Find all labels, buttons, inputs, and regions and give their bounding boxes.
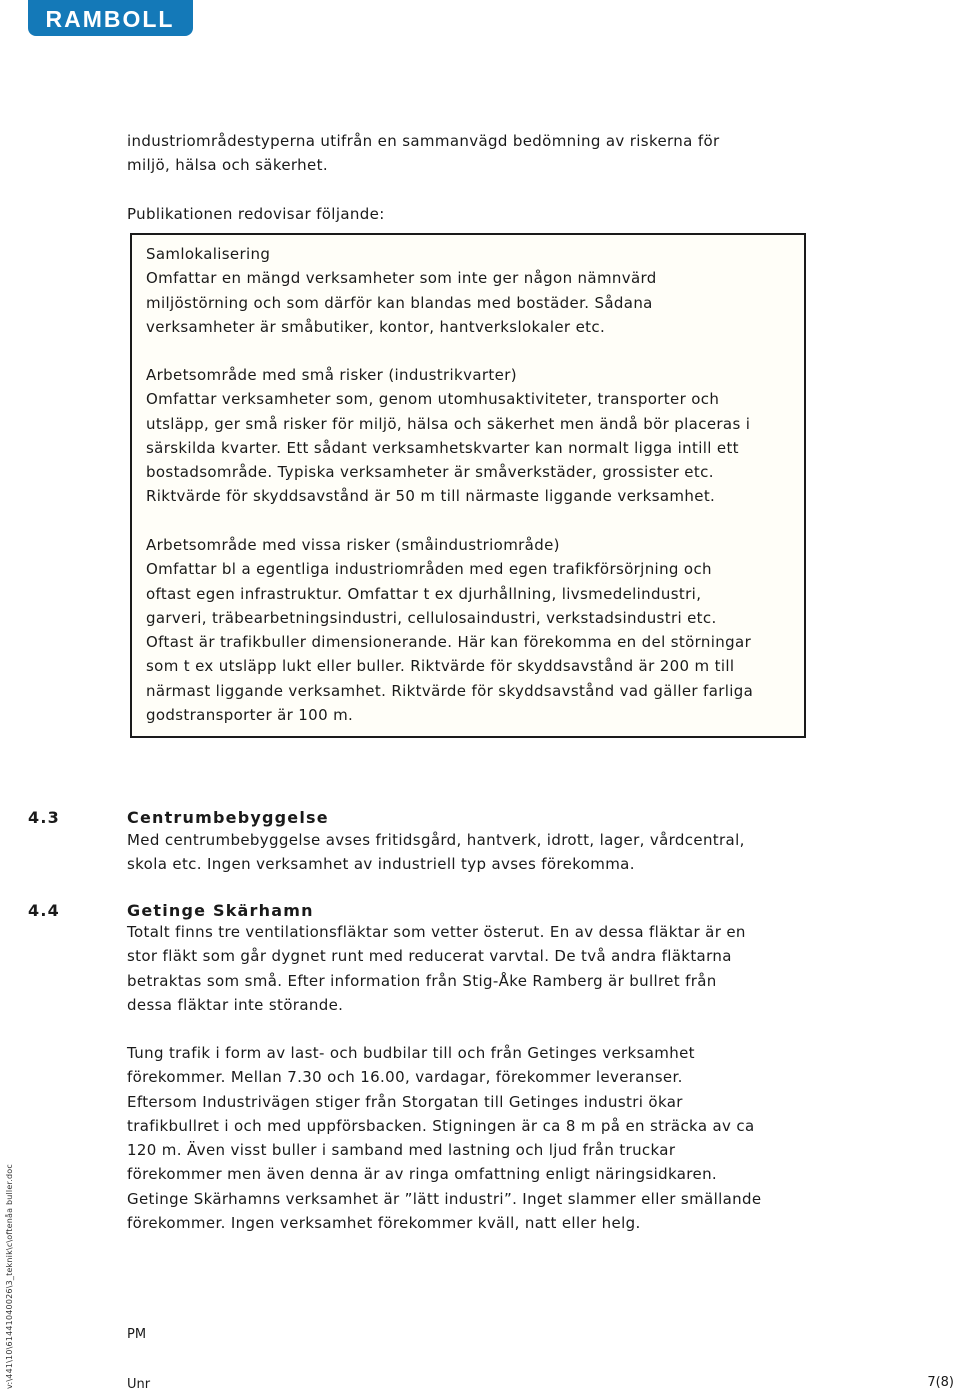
body-line: Eftersom Industrivägen stiger från Storgatan till Getinges industri ökar — [127, 1092, 683, 1111]
section-heading: Samlokalisering — [146, 245, 271, 263]
footer-pm: PM — [127, 1327, 147, 1342]
box-line: garveri, träbearbetningsindustri, cellulosaindustri, verkstadsindustri etc. — [146, 608, 717, 627]
section-4-3-heading — [28, 807, 329, 829]
publication-line: Publikationen redovisar följande: — [127, 205, 385, 223]
box-line: oftast egen infrastruktur. Omfattar t ex djurhållning, livsmedelindustri, — [146, 584, 702, 603]
body-line: dessa fläktar inte störande. — [127, 995, 344, 1014]
section-heading: Arbetsområde med vissa risker (småindustriområde) — [146, 536, 560, 554]
body-line: stor fläkt som går dygnet runt med reducerat varvtal. De två andra fläktarna — [127, 947, 732, 966]
box-line: som t ex utsläpp lukt eller buller. Riktvärde för skyddsavstånd är 200 m till — [146, 657, 735, 676]
body-line: Med centrumbebyggelse avses fritidsgård, hantverk, idrott, lager, vårdcentral, — [127, 831, 745, 849]
section-heading: Arbetsområde med små risker (industrikvarter) — [146, 366, 517, 384]
section-4-4-body-2 — [127, 1041, 827, 1235]
section-number: 4.4 — [28, 901, 60, 920]
ramboll-logo — [28, 0, 193, 36]
box-line: närmast liggande verksamhet. Riktvärde för skyddsavstånd vad gäller farliga — [146, 681, 754, 700]
box-line: miljöstörning och som därför kan blandas med bostäder. Sådana — [146, 293, 653, 312]
box-line: Omfattar en mängd verksamheter som inte ger någon nämnvärd — [146, 269, 657, 288]
box-line: särskilda kvarter. Ett sådant verksamhetskvarter kan normalt ligga intill ett — [146, 438, 739, 457]
body-line: skola etc. Ingen verksamhet av industriell typ avses förekomma. — [127, 855, 635, 874]
intro-paragraph — [127, 129, 827, 178]
box-line: Riktvärde för skyddsavstånd är 50 m till närmaste liggande verksamhet. — [146, 487, 716, 506]
body-line: Totalt finns tre ventilationsfläktar som vetter österut. En av dessa fläktar är en — [127, 923, 746, 941]
box-line: bostadsområde. Typiska verksamheter är småverkstäder, grossister etc. — [146, 463, 714, 482]
box-line: utsläpp, ger små risker för miljö, hälsa och säkerhet men ändå bör placeras i — [146, 414, 751, 433]
logo-text: RAMBOLL — [45, 6, 175, 32]
industrikvarter-section — [146, 363, 801, 509]
intro-line: miljö, hälsa och säkerhet. — [127, 156, 328, 175]
box-line: Oftast är trafikbuller dimensionerande. Här kan förekomma en del störningar — [146, 633, 752, 652]
body-line: Getinge Skärhamns verksamhet är ”lätt industri”. Inget slammer eller smällande — [127, 1189, 762, 1208]
body-line: förekommer. Ingen verksamhet förekommer kväll, natt eller helg. — [127, 1214, 641, 1233]
section-4-4-body — [127, 920, 827, 1017]
body-line: trafikbullret i och med uppförsbacken. Stigningen är ca 8 m på en sträcka av ca — [127, 1116, 755, 1135]
section-title: Getinge Skärhamn — [127, 901, 314, 920]
footer-unr: Unr — [127, 1377, 151, 1392]
body-line: betraktas som små. Efter information från Stig-Åke Ramberg är bullret från — [127, 971, 717, 990]
body-line: förekommer. Mellan 7.30 och 16.00, vardagar, förekommer leveranser. — [127, 1068, 683, 1087]
smaindustri-section — [146, 533, 801, 727]
intro-line: industriområdestyperna utifrån en sammanvägd bedömning av riskerna för — [127, 132, 720, 150]
body-line: 120 m. Även visst buller i samband med lastning och ljud från truckar — [127, 1141, 676, 1160]
body-line: förekommer men även denna är av ringa omfattning enligt näringsidkaren. — [127, 1165, 718, 1184]
body-line: Tung trafik i form av last- och budbilar till och från Getinges verksamhet — [127, 1044, 695, 1062]
file-path: v:\441\10\61441040026\3_teknik\c\oftenåa buller.doc — [5, 1164, 14, 1389]
classification-box — [130, 233, 806, 738]
section-title: Centrumbebyggelse — [127, 808, 329, 827]
samlokalisering-section — [146, 242, 801, 339]
box-line: Omfattar bl a egentliga industriområden med egen trafikförsörjning och — [146, 560, 712, 579]
box-line: Omfattar verksamheter som, genom utomhusaktiviteter, transporter och — [146, 390, 720, 409]
section-number: 4.3 — [28, 808, 60, 827]
section-4-3-body — [127, 828, 827, 877]
box-line: verksamheter är småbutiker, kontor, hantverkslokaler etc. — [146, 317, 606, 336]
section-4-4-heading — [28, 900, 314, 922]
box-line: godstransporter är 100 m. — [146, 706, 354, 725]
page-number: 7(8) — [927, 1375, 954, 1390]
